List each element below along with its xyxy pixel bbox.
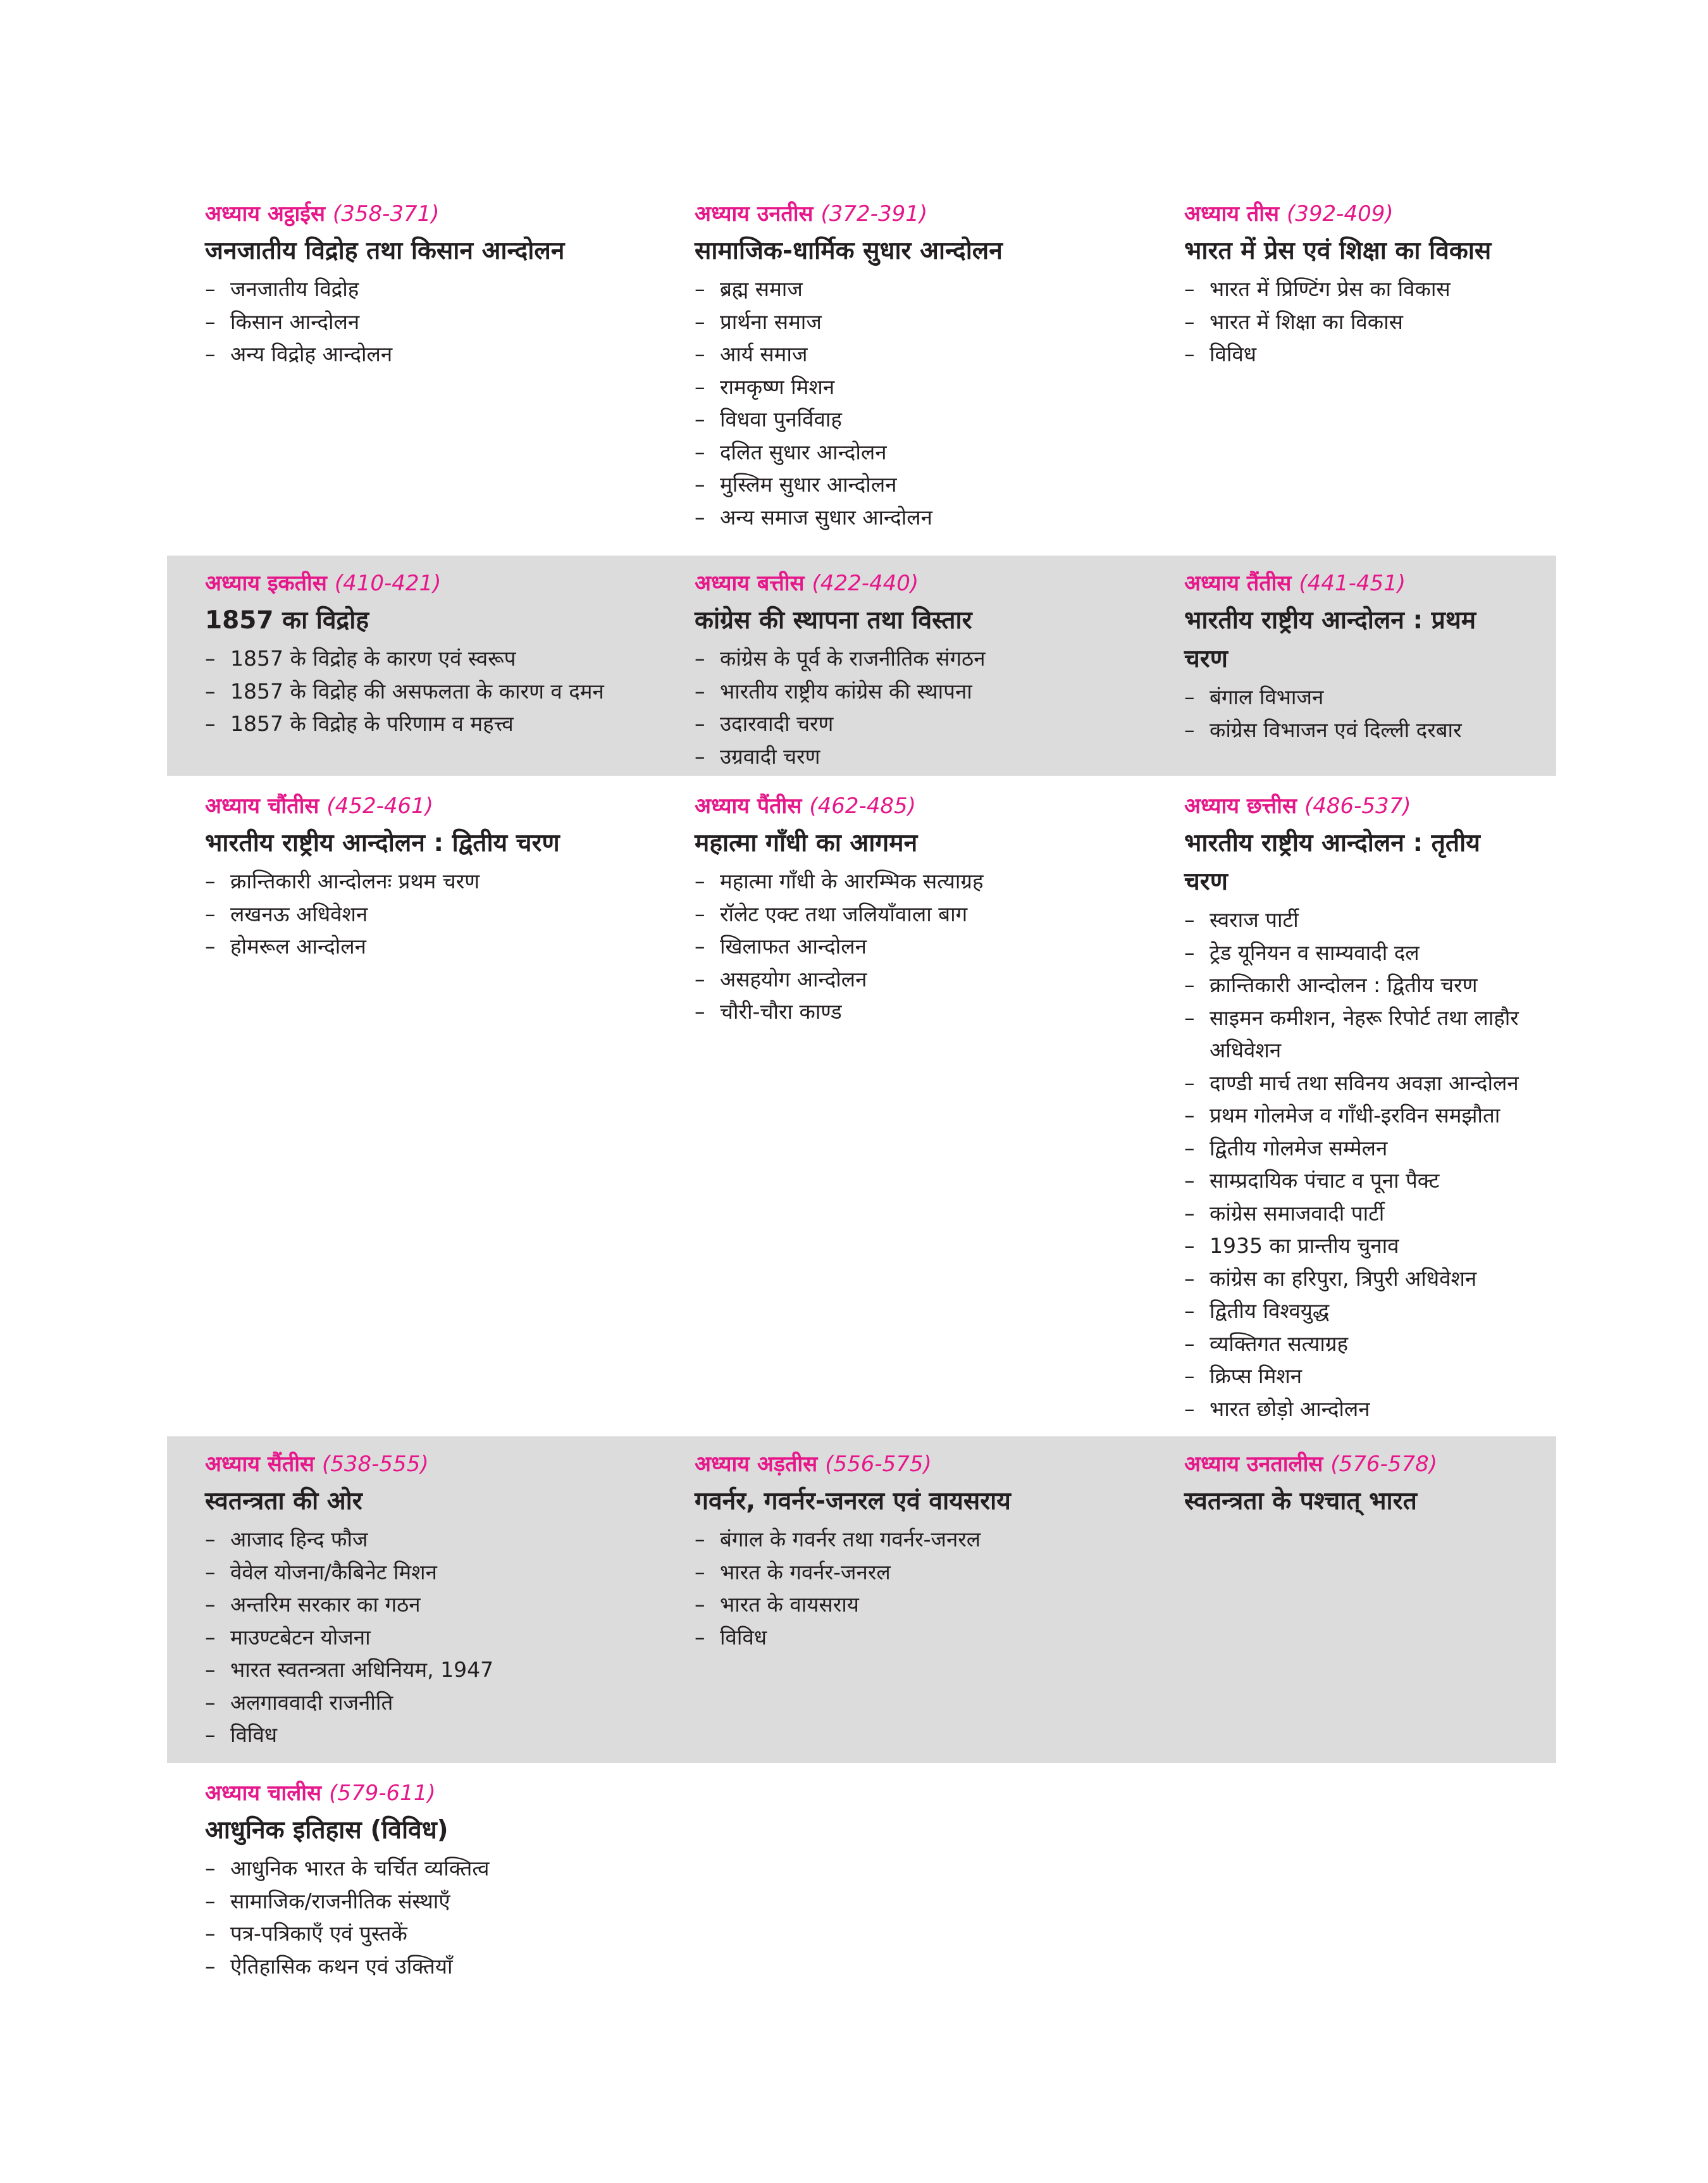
topic-item: – क्रिप्स मिशन [1184, 1360, 1556, 1393]
chapter-32 [657, 571, 1146, 776]
topic-item: – 1935 का प्रान्तीय चुनाव [1184, 1229, 1556, 1262]
chapter-label: अध्याय तैंतीस [1184, 571, 1292, 596]
chapter-title: महात्मा गाँधी का आगमन [695, 829, 918, 857]
topic-item: – रॉलेट एक्ट तथा जलियाँवाला बाग [695, 898, 1146, 931]
topic-item: – दलित सुधार आन्दोलन [695, 436, 1146, 469]
chapter-heading [205, 1781, 657, 1806]
topic-item: – बंगाल के गवर्नर तथा गवर्नर-जनरल [695, 1523, 1146, 1556]
contents-band-2 [167, 556, 1556, 776]
topic-item: – आजाद हिन्द फौज [205, 1523, 657, 1556]
topic-item: – विविध [1184, 338, 1556, 371]
topic-list [1184, 273, 1556, 371]
topic-item: – कांग्रेस के पूर्व के राजनीतिक संगठन [695, 642, 1146, 675]
topic-item: – अन्तरिम सरकार का गठन [205, 1588, 657, 1621]
topic-item: – भारत के वायसराय [695, 1588, 1146, 1621]
contents-band-5 [167, 1763, 1556, 2003]
topic-item: – पत्र-पत्रिकाएँ एवं पुस्तकें [205, 1917, 657, 1950]
chapter-38 [657, 1452, 1146, 1763]
chapter-title: कांग्रेस की स्थापना तथा विस्तार [695, 606, 972, 635]
topic-item: – बंगाल विभाजन [1184, 681, 1556, 714]
topic-item: – भारतीय राष्ट्रीय कांग्रेस की स्थापना [695, 675, 1146, 708]
topic-item: – भारत छोड़ो आन्दोलन [1184, 1393, 1556, 1426]
contents-band-3 [167, 776, 1556, 1436]
chapter-pages: (538-555) [322, 1452, 429, 1477]
chapter-heading [205, 201, 657, 227]
chapter-label: अध्याय बत्तीस [695, 571, 805, 596]
chapter-label: अध्याय पैंतीस [695, 793, 802, 819]
chapter-heading [695, 793, 1146, 819]
topic-item: – व्यक्तिगत सत्याग्रह [1184, 1328, 1556, 1360]
topic-item: – ट्रेड यूनियन व साम्यवादी दल [1184, 936, 1556, 969]
topic-item: – अन्य समाज सुधार आन्दोलन [695, 501, 1146, 534]
chapter-label: अध्याय अड़तीस [695, 1452, 818, 1477]
chapter-33 [1146, 571, 1556, 776]
chapter-31 [167, 571, 657, 776]
topic-item: – विविध [205, 1719, 657, 1751]
chapter-label: अध्याय सैंतीस [205, 1452, 314, 1477]
chapter-title: सामाजिक-धार्मिक सुधार आन्दोलन [695, 237, 1003, 265]
topic-list [205, 1523, 657, 1751]
chapter-heading [695, 1452, 1146, 1477]
topic-item: – लखनऊ अधिवेशन [205, 898, 657, 931]
chapter-title: 1857 का विद्रोह [205, 606, 369, 635]
topic-item: – स्वराज पार्टी [1184, 904, 1556, 936]
topic-item: – साइमन कमीशन, नेहरू रिपोर्ट तथा लाहौर अधिवेशन [1184, 1002, 1564, 1067]
topic-item: – कांग्रेस विभाजन एवं दिल्ली दरबार [1184, 714, 1556, 747]
topic-item: – द्वितीय विश्वयुद्ध [1184, 1295, 1556, 1328]
chapter-heading [1184, 201, 1556, 227]
chapter-heading [205, 571, 657, 596]
chapter-title: भारतीय राष्ट्रीय आन्दोलन : प्रथम चरण [1184, 606, 1476, 673]
chapter-pages: (358-371) [332, 201, 440, 227]
topic-item: – प्रथम गोलमेज व गाँधी-इरविन समझौता [1184, 1099, 1556, 1132]
topic-list [205, 1852, 657, 1982]
topic-item: – उग्रवादी चरण [695, 740, 1146, 773]
chapter-pages: (556-575) [825, 1452, 932, 1477]
topic-item: – 1857 के विद्रोह के कारण एवं स्वरूप [205, 642, 657, 675]
topic-item: – विविध [695, 1621, 1146, 1654]
topic-item: – वेवेल योजना/कैबिनेट मिशन [205, 1556, 657, 1589]
topic-item: – महात्मा गाँधी के आरम्भिक सत्याग्रह [695, 865, 1146, 898]
chapter-29 [657, 201, 1146, 538]
chapter-36 [1146, 793, 1556, 1436]
topic-item: – आधुनिक भारत के चर्चित व्यक्तित्व [205, 1852, 657, 1885]
topic-item: – मुस्लिम सुधार आन्दोलन [695, 468, 1146, 501]
chapter-28 [167, 201, 657, 538]
topic-item: – होमरूल आन्दोलन [205, 930, 657, 963]
topic-item: – विधवा पुनर्विवाह [695, 403, 1146, 436]
chapter-heading [695, 201, 1146, 227]
topic-item: – सामाजिक/राजनीतिक संस्थाएँ [205, 1885, 657, 1918]
chapter-pages: (422-440) [812, 571, 919, 596]
chapter-title: भारत में प्रेस एवं शिक्षा का विकास [1184, 237, 1492, 265]
topic-item: – ऐतिहासिक कथन एवं उक्तियाँ [205, 1950, 657, 1983]
topic-list [695, 865, 1146, 1028]
chapter-heading [1184, 571, 1556, 596]
topic-item: – अलगाववादी राजनीति [205, 1686, 657, 1719]
topic-item: – माउण्टबेटन योजना [205, 1621, 657, 1654]
topic-list [1184, 681, 1556, 746]
topic-item: – खिलाफत आन्दोलन [695, 930, 1146, 963]
chapter-34 [167, 793, 657, 1436]
chapter-title: स्वतन्त्रता की ओर [205, 1487, 362, 1515]
chapter-39 [1146, 1452, 1556, 1763]
chapter-label: अध्याय उनतालीस [1184, 1452, 1323, 1477]
chapter-pages: (579-611) [329, 1781, 436, 1806]
topic-item: – भारत के गवर्नर-जनरल [695, 1556, 1146, 1589]
chapter-label: अध्याय चौंतीस [205, 793, 319, 819]
chapter-pages: (452-461) [326, 793, 434, 819]
chapter-label: अध्याय चालीस [205, 1781, 322, 1806]
contents-band-4 [167, 1436, 1556, 1763]
topic-list [1184, 904, 1556, 1425]
topic-item: – उदारवादी चरण [695, 707, 1146, 740]
topic-item: – किसान आन्दोलन [205, 306, 657, 339]
chapter-title: गवर्नर, गवर्नर-जनरल एवं वायसराय [695, 1487, 1011, 1515]
topic-item: – प्रार्थना समाज [695, 306, 1146, 339]
chapter-pages: (372-391) [820, 201, 928, 227]
chapter-35 [657, 793, 1146, 1436]
topic-item: – जनजातीय विद्रोह [205, 273, 657, 306]
topic-list [695, 273, 1146, 533]
chapter-pages: (410-421) [334, 571, 442, 596]
topic-item: – द्वितीय गोलमेज सम्मेलन [1184, 1132, 1556, 1165]
chapter-title: स्वतन्त्रता के पश्चात् भारत [1184, 1487, 1417, 1515]
chapter-pages: (462-485) [809, 793, 916, 819]
chapter-label: अध्याय छत्तीस [1184, 793, 1297, 819]
topic-item: – असहयोग आन्दोलन [695, 963, 1146, 996]
topic-item: – आर्य समाज [695, 338, 1146, 371]
chapter-heading [205, 1452, 657, 1477]
chapter-pages: (576-578) [1330, 1452, 1437, 1477]
chapter-title: भारतीय राष्ट्रीय आन्दोलन : तृतीय चरण [1184, 829, 1480, 896]
chapter-title: भारतीय राष्ट्रीय आन्दोलन : द्वितीय चरण [205, 829, 560, 857]
chapter-pages: (486-537) [1304, 793, 1411, 819]
topic-list [205, 642, 657, 740]
chapter-title: आधुनिक इतिहास (विविध) [205, 1816, 449, 1844]
chapter-40 [167, 1781, 657, 2003]
topic-item: – क्रान्तिकारी आन्दोलन : द्वितीय चरण [1184, 969, 1556, 1002]
topic-item: – ब्रह्म समाज [695, 273, 1146, 306]
contents-band-1 [167, 201, 1556, 538]
topic-list [695, 1523, 1146, 1653]
topic-item: – क्रान्तिकारी आन्दोलनः प्रथम चरण [205, 865, 657, 898]
topic-item: – अन्य विद्रोह आन्दोलन [205, 338, 657, 371]
chapter-30 [1146, 201, 1556, 538]
chapter-label: अध्याय उनतीस [695, 201, 814, 227]
topic-list [205, 273, 657, 371]
chapter-label: अध्याय तीस [1184, 201, 1280, 227]
topic-item: – कांग्रेस का हरिपुरा, त्रिपुरी अधिवेशन [1184, 1262, 1556, 1295]
topic-item: – कांग्रेस समाजवादी पार्टी [1184, 1197, 1556, 1230]
topic-item: – चौरी-चौरा काण्ड [695, 995, 1146, 1028]
chapter-heading [695, 571, 1146, 596]
topic-item: – भारत में प्रिण्टिंग प्रेस का विकास [1184, 273, 1556, 306]
topic-item: – रामकृष्ण मिशन [695, 371, 1146, 404]
chapter-heading [1184, 1452, 1556, 1477]
chapter-heading [205, 793, 657, 819]
chapter-heading [1184, 793, 1556, 819]
chapter-pages: (441-451) [1299, 571, 1406, 596]
topic-list [205, 865, 657, 963]
topic-item: – साम्प्रदायिक पंचाट व पूना पैक्ट [1184, 1164, 1556, 1197]
topic-item: – भारत में शिक्षा का विकास [1184, 306, 1556, 339]
topic-item: – भारत स्वतन्त्रता अधिनियम, 1947 [205, 1653, 657, 1686]
topic-item: – 1857 के विद्रोह की असफलता के कारण व दमन [205, 675, 657, 708]
topic-item: – 1857 के विद्रोह के परिणाम व महत्त्व [205, 707, 657, 740]
chapter-label: अध्याय अट्ठाईस [205, 201, 325, 227]
topic-item: – दाण्डी मार्च तथा सविनय अवज्ञा आन्दोलन [1184, 1067, 1556, 1100]
chapter-title: जनजातीय विद्रोह तथा किसान आन्दोलन [205, 237, 565, 265]
topic-list [695, 642, 1146, 773]
chapter-37 [167, 1452, 657, 1763]
chapter-pages: (392-409) [1287, 201, 1394, 227]
chapter-label: अध्याय इकतीस [205, 571, 327, 596]
